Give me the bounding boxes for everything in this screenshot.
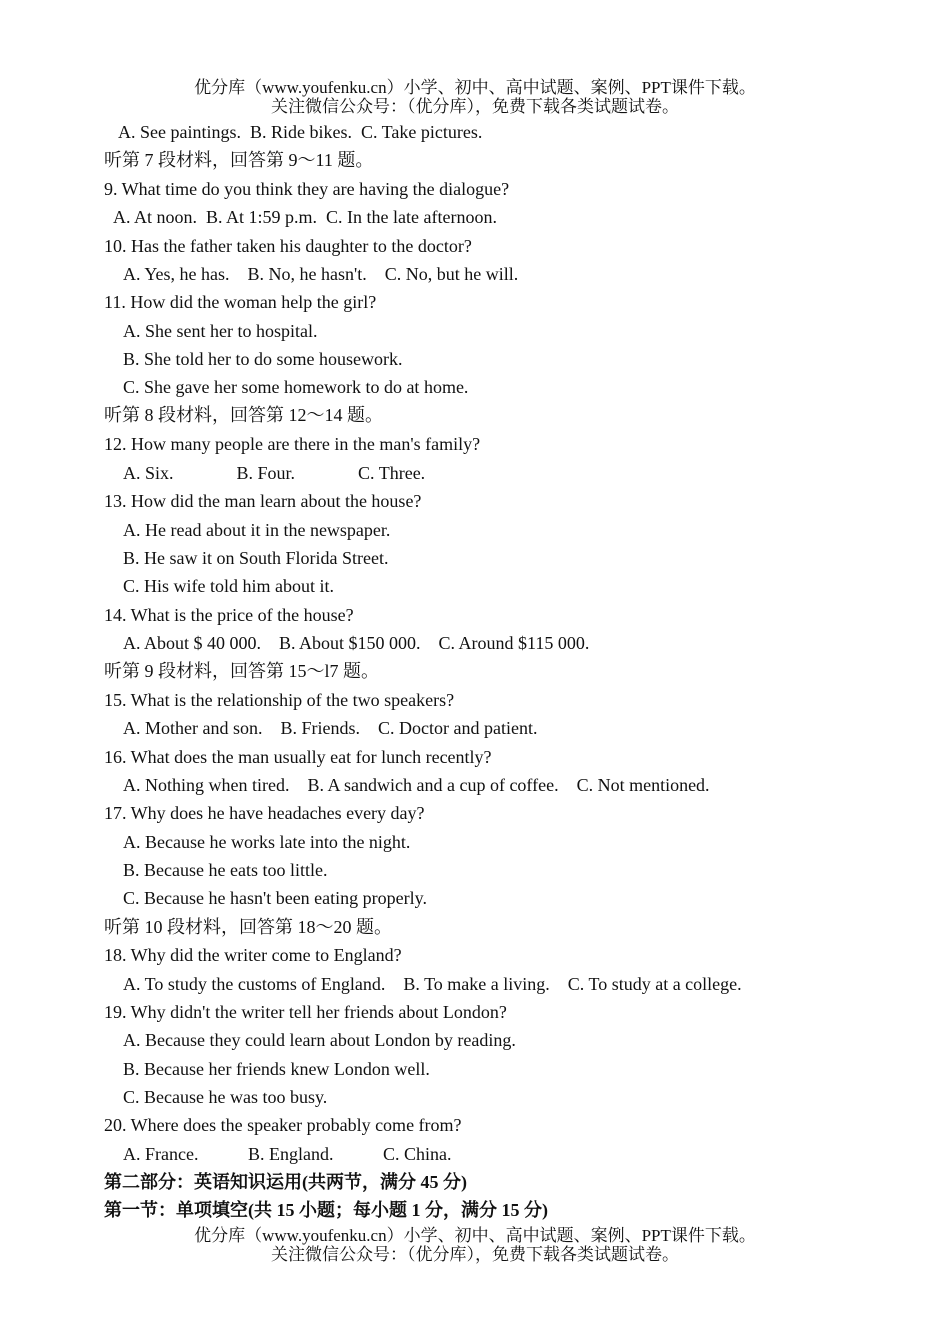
question-14: 14. What is the price of the house?	[104, 605, 354, 625]
answer-options: A. Yes, he has. B. No, he hasn't. C. No, but he will.	[123, 264, 519, 284]
answer-option-c: C. She gave her some homework to do at home.	[123, 377, 469, 397]
section-instruction: 听第 7 段材料，回答第 9～11 题。	[104, 150, 374, 170]
question-11: 11. How did the woman help the girl?	[104, 292, 377, 312]
question-16: 16. What does the man usually eat for lunch recently?	[104, 747, 492, 767]
section-instruction: 听第 9 段材料，回答第 15～l7 题。	[104, 661, 379, 681]
question-12: 12. How many people are there in the man's family?	[104, 434, 481, 454]
header-line-2: 关注微信公众号：（优分库），免费下载各类试题试卷。	[271, 97, 679, 116]
answer-options: A. Mother and son. B. Friends. C. Doctor and patient.	[123, 718, 538, 738]
question-18: 18. Why did the writer come to England?	[104, 945, 402, 965]
answer-options: A. At noon. B. At 1:59 p.m. C. In the late afternoon.	[113, 207, 497, 227]
answer-option-b: B. Because her friends knew London well.	[123, 1059, 430, 1079]
answer-option-b: B. She told her to do some housework.	[123, 349, 403, 369]
question-15: 15. What is the relationship of the two speakers?	[104, 690, 455, 710]
footer-line-2: 关注微信公众号：（优分库），免费下载各类试题试卷。	[271, 1245, 679, 1264]
section-instruction: 听第 8 段材料，回答第 12～14 题。	[104, 405, 383, 425]
answer-option-a: A. Because they could learn about London by reading.	[123, 1030, 516, 1050]
section-heading: 第一节：单项填空(共 15 小题；每小题 1 分，满分 15 分)	[104, 1200, 548, 1220]
page-header	[0, 78, 950, 116]
answer-option-c: C. Because he was too busy.	[123, 1087, 328, 1107]
part-heading: 第二部分：英语知识运用(共两节，满分 45 分)	[104, 1172, 467, 1192]
page-footer	[0, 1226, 950, 1264]
answer-option-a: A. He read about it in the newspaper.	[123, 520, 391, 540]
section-instruction: 听第 10 段材料，回答第 18～20 题。	[104, 917, 392, 937]
answer-options: A. France. B. England. C. China.	[123, 1144, 452, 1164]
answer-options: A. To study the customs of England. B. To make a living. C. To study at a college.	[123, 974, 742, 994]
answer-option-c: C. Because he hasn't been eating properly.	[123, 888, 427, 908]
footer-line-1: 优分库（www.youfenku.cn）小学、初中、高中试题、案例、PPT课件下载。	[194, 1226, 756, 1245]
question-20: 20. Where does the speaker probably come from?	[104, 1115, 462, 1135]
answer-option-a: A. She sent her to hospital.	[123, 321, 318, 341]
answer-options: A. About $ 40 000. B. About $150 000. C. Around $115 000.	[123, 633, 590, 653]
answer-option-b: B. He saw it on South Florida Street.	[123, 548, 389, 568]
answer-option-c: C. His wife told him about it.	[123, 576, 334, 596]
question-19: 19. Why didn't the writer tell her friends about London?	[104, 1002, 507, 1022]
answer-option-a: A. Because he works late into the night.	[123, 832, 411, 852]
question-17: 17. Why does he have headaches every day?	[104, 803, 425, 823]
answer-options: A. Six. B. Four. C. Three.	[123, 463, 426, 483]
answer-options: A. Nothing when tired. B. A sandwich and a cup of coffee. C. Not mentioned.	[123, 775, 710, 795]
question-13: 13. How did the man learn about the house?	[104, 491, 422, 511]
answer-option-b: B. Because he eats too little.	[123, 860, 328, 880]
answer-options: A. See paintings. B. Ride bikes. C. Take pictures.	[118, 122, 483, 142]
header-line-1: 优分库（www.youfenku.cn）小学、初中、高中试题、案例、PPT课件下载。	[194, 78, 756, 97]
question-9: 9. What time do you think they are having the dialogue?	[104, 179, 510, 199]
question-10: 10. Has the father taken his daughter to the doctor?	[104, 236, 472, 256]
